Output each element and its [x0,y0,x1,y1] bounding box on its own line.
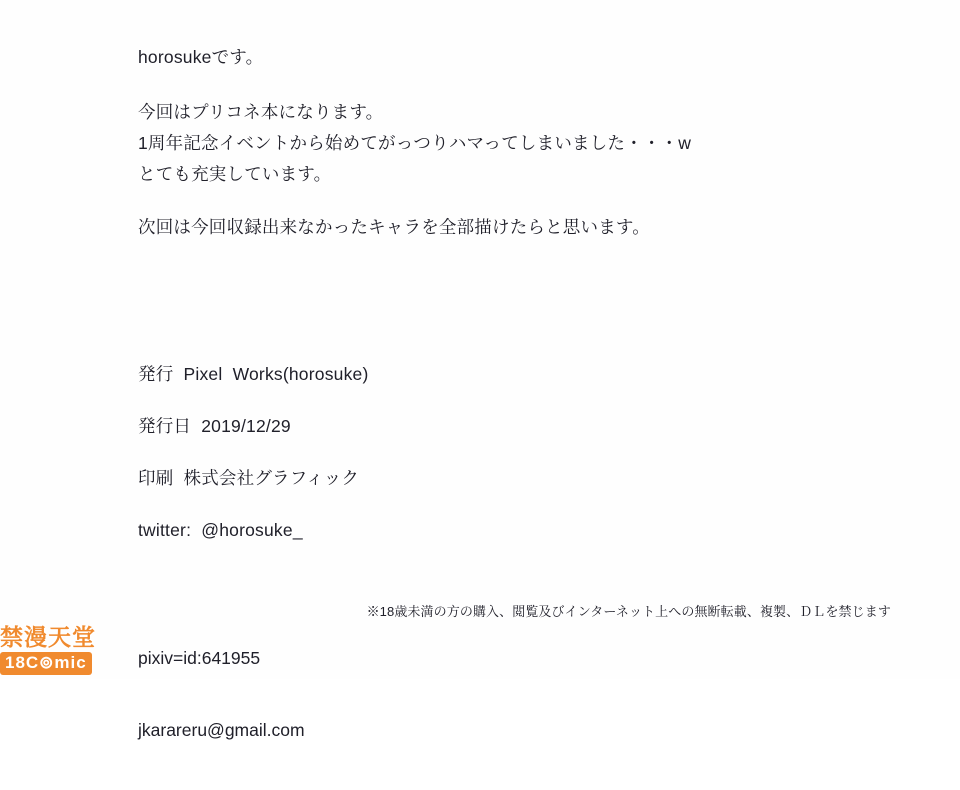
watermark [0,624,120,675]
watermark-title: 禁漫天堂 [0,624,96,650]
message-line-2: 今回はプリコネ本になります。 [138,102,384,122]
message-spacer-1 [138,73,838,97]
colophon-contact [138,598,305,790]
age-restriction-notice: ※18歳未満の方の購入、閲覧及びインターネット上への無断転載、複製、ＤＬを禁じます [366,604,891,619]
message-line-4: とても充実しています。 [138,164,332,184]
message-line-1: horosukeです。 [138,47,264,67]
watermark-subtitle: 18C⊚mic [0,652,92,675]
colophon-printer: 印刷 株式会社グラフィック [138,468,360,488]
message-line-5: 次回は今回収録出来なかったキャラを全部描けたらと思います。 [138,217,650,237]
colophon-twitter[interactable]: twitter: @horosuke_ [138,520,303,540]
colophon-publisher: 発行 Pixel Works(horosuke) [138,364,369,384]
colophon-pixiv[interactable]: pixiv=id:641955 [138,648,261,668]
colophon-bottom-row [138,598,938,790]
author-message-block [138,42,838,243]
message-spacer-2 [138,190,838,212]
colophon-date: 発行日 2019/12/29 [138,416,291,436]
colophon-email[interactable]: jkarareru@gmail.com [138,720,305,740]
colophon-block [138,362,938,542]
message-line-3: 1周年記念イベントから始めてがっつりハマってしまいました・・・w [138,133,692,153]
